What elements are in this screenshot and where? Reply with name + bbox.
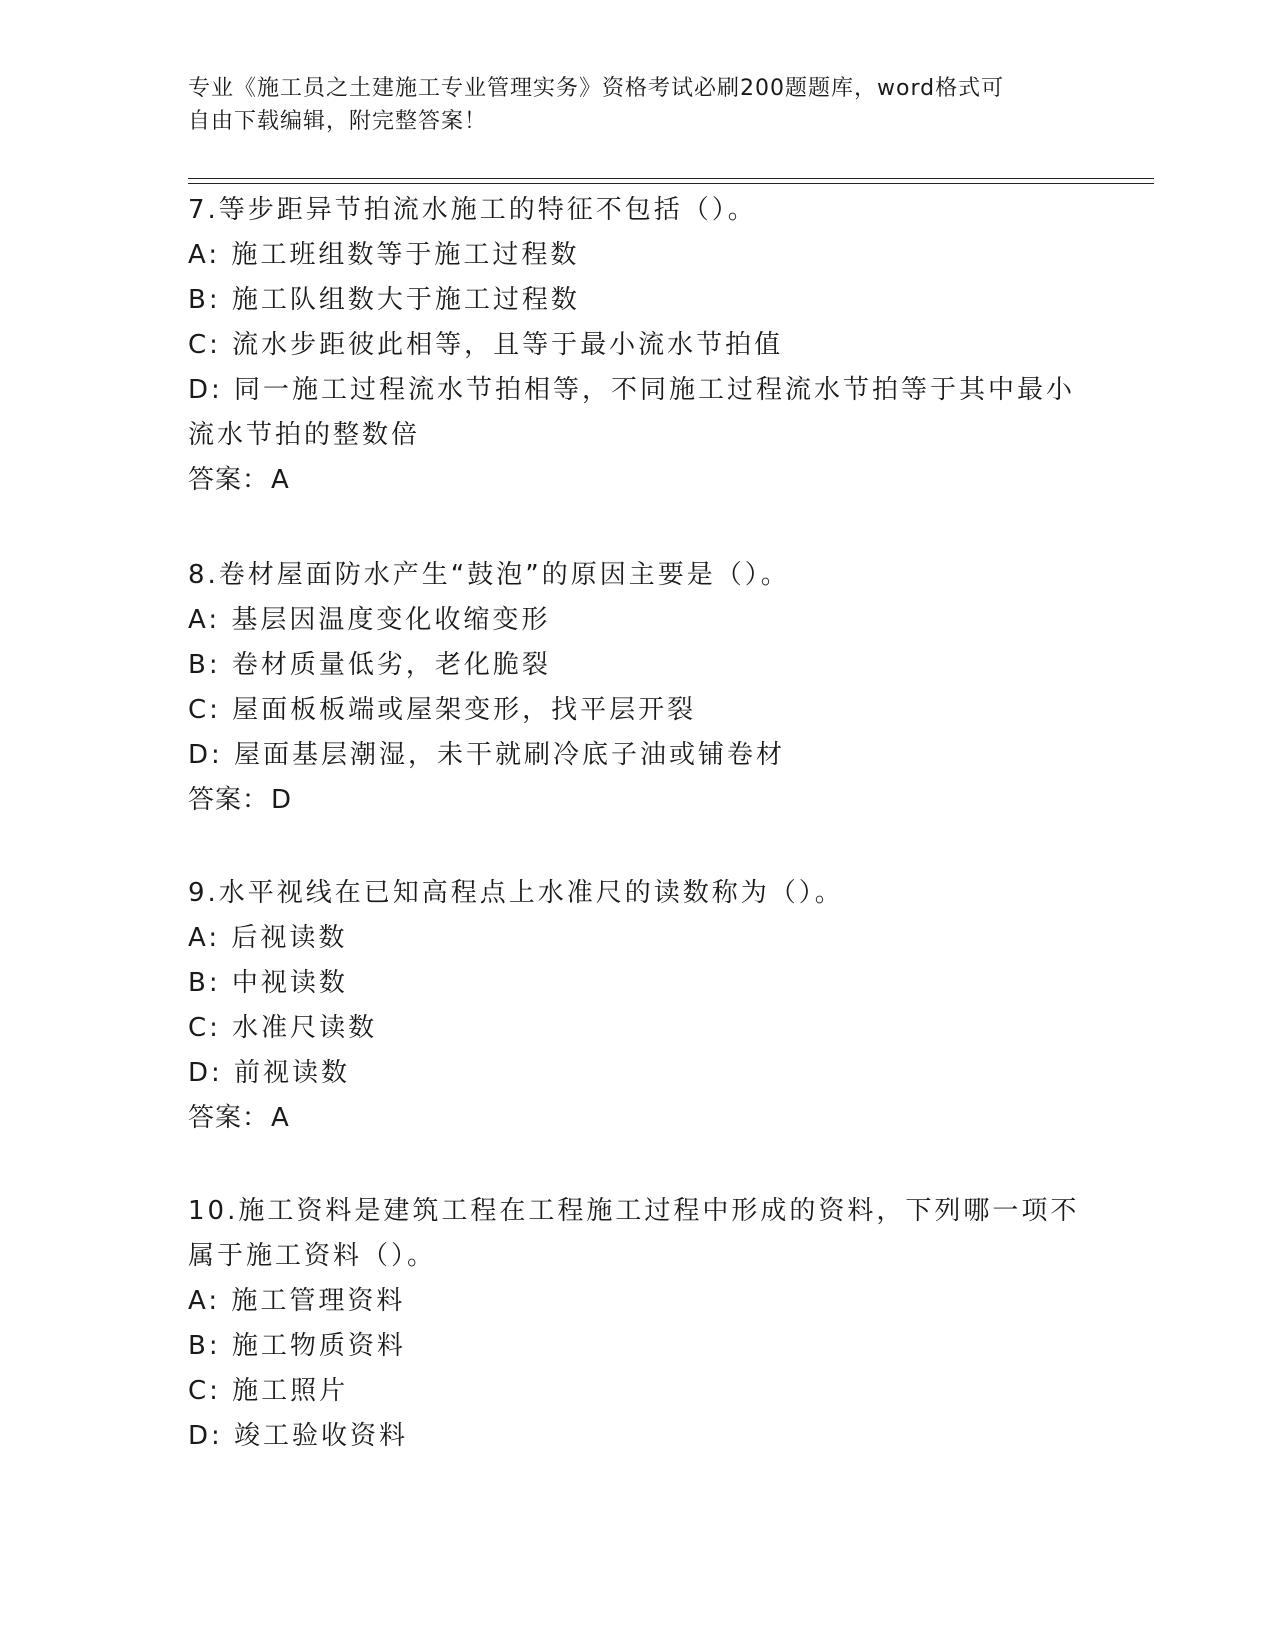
- option-b: B: 中视读数: [188, 968, 348, 998]
- answer-value: A: [271, 465, 290, 495]
- answer-line: [188, 778, 1088, 823]
- answer-line: [188, 458, 1088, 503]
- header-line-2: 自由下载编辑，附完整答案！: [188, 109, 488, 134]
- answer-label: 答案：: [188, 785, 270, 815]
- answer-value: A: [271, 1103, 290, 1133]
- option-d: D: 屋面基层潮湿，未干就刷冷底子油或铺卷材: [188, 740, 786, 770]
- option-d: D: 前视读数: [188, 1058, 351, 1088]
- option-b: B: 卷材质量低劣，老化脆裂: [188, 650, 551, 680]
- option-c: C: 流水步距彼此相等，且等于最小流水节拍值: [188, 330, 784, 360]
- document-header: [188, 72, 1068, 138]
- question-stem-line-2: 属于施工资料（）。: [188, 1241, 437, 1271]
- option-b: B: 施工队组数大于施工过程数: [188, 285, 580, 315]
- option-c: C: 水准尺读数: [188, 1013, 378, 1043]
- question-stem: 8.卷材屋面防水产生“鼓泡”的原因主要是（）。: [188, 560, 790, 590]
- question-stem-line-1: 10.施工资料是建筑工程在工程施工过程中形成的资料，下列哪一项不: [188, 1196, 1080, 1226]
- answer-line: [188, 1096, 1088, 1141]
- option-d-continued: 流水节拍的整数倍: [188, 420, 421, 450]
- option-d: D: 同一施工过程流水节拍相等，不同施工过程流水节拍等于其中最小: [188, 375, 1076, 405]
- header-divider-top: [188, 178, 1154, 179]
- option-a: A: 施工班组数等于施工过程数: [188, 240, 580, 270]
- option-b: B: 施工物质资料: [188, 1331, 406, 1361]
- option-a: A: 施工管理资料: [188, 1286, 406, 1316]
- question-stem: 9.水平视线在已知高程点上水准尺的读数称为（）。: [188, 878, 844, 908]
- question-9: [188, 871, 1088, 1141]
- question-7: [188, 188, 1088, 503]
- answer-value: D: [271, 785, 293, 815]
- answer-label: 答案：: [188, 1103, 270, 1133]
- option-a: A: 基层因温度变化收缩变形: [188, 605, 551, 635]
- answer-label: 答案：: [188, 465, 270, 495]
- option-a: A: 后视读数: [188, 923, 348, 953]
- option-c: C: 屋面板板端或屋架变形，找平层开裂: [188, 695, 697, 725]
- question-10: [188, 1189, 1088, 1459]
- question-stem: 7.等步距异节拍流水施工的特征不包括（）。: [188, 195, 757, 225]
- header-line-1: 专业《施工员之土建施工专业管理实务》资格考试必刷200题题库，word格式可: [188, 76, 1005, 101]
- option-c: C: 施工照片: [188, 1376, 349, 1406]
- header-divider-bottom: [188, 183, 1154, 184]
- option-d: D: 竣工验收资料: [188, 1421, 409, 1451]
- question-8: [188, 553, 1088, 823]
